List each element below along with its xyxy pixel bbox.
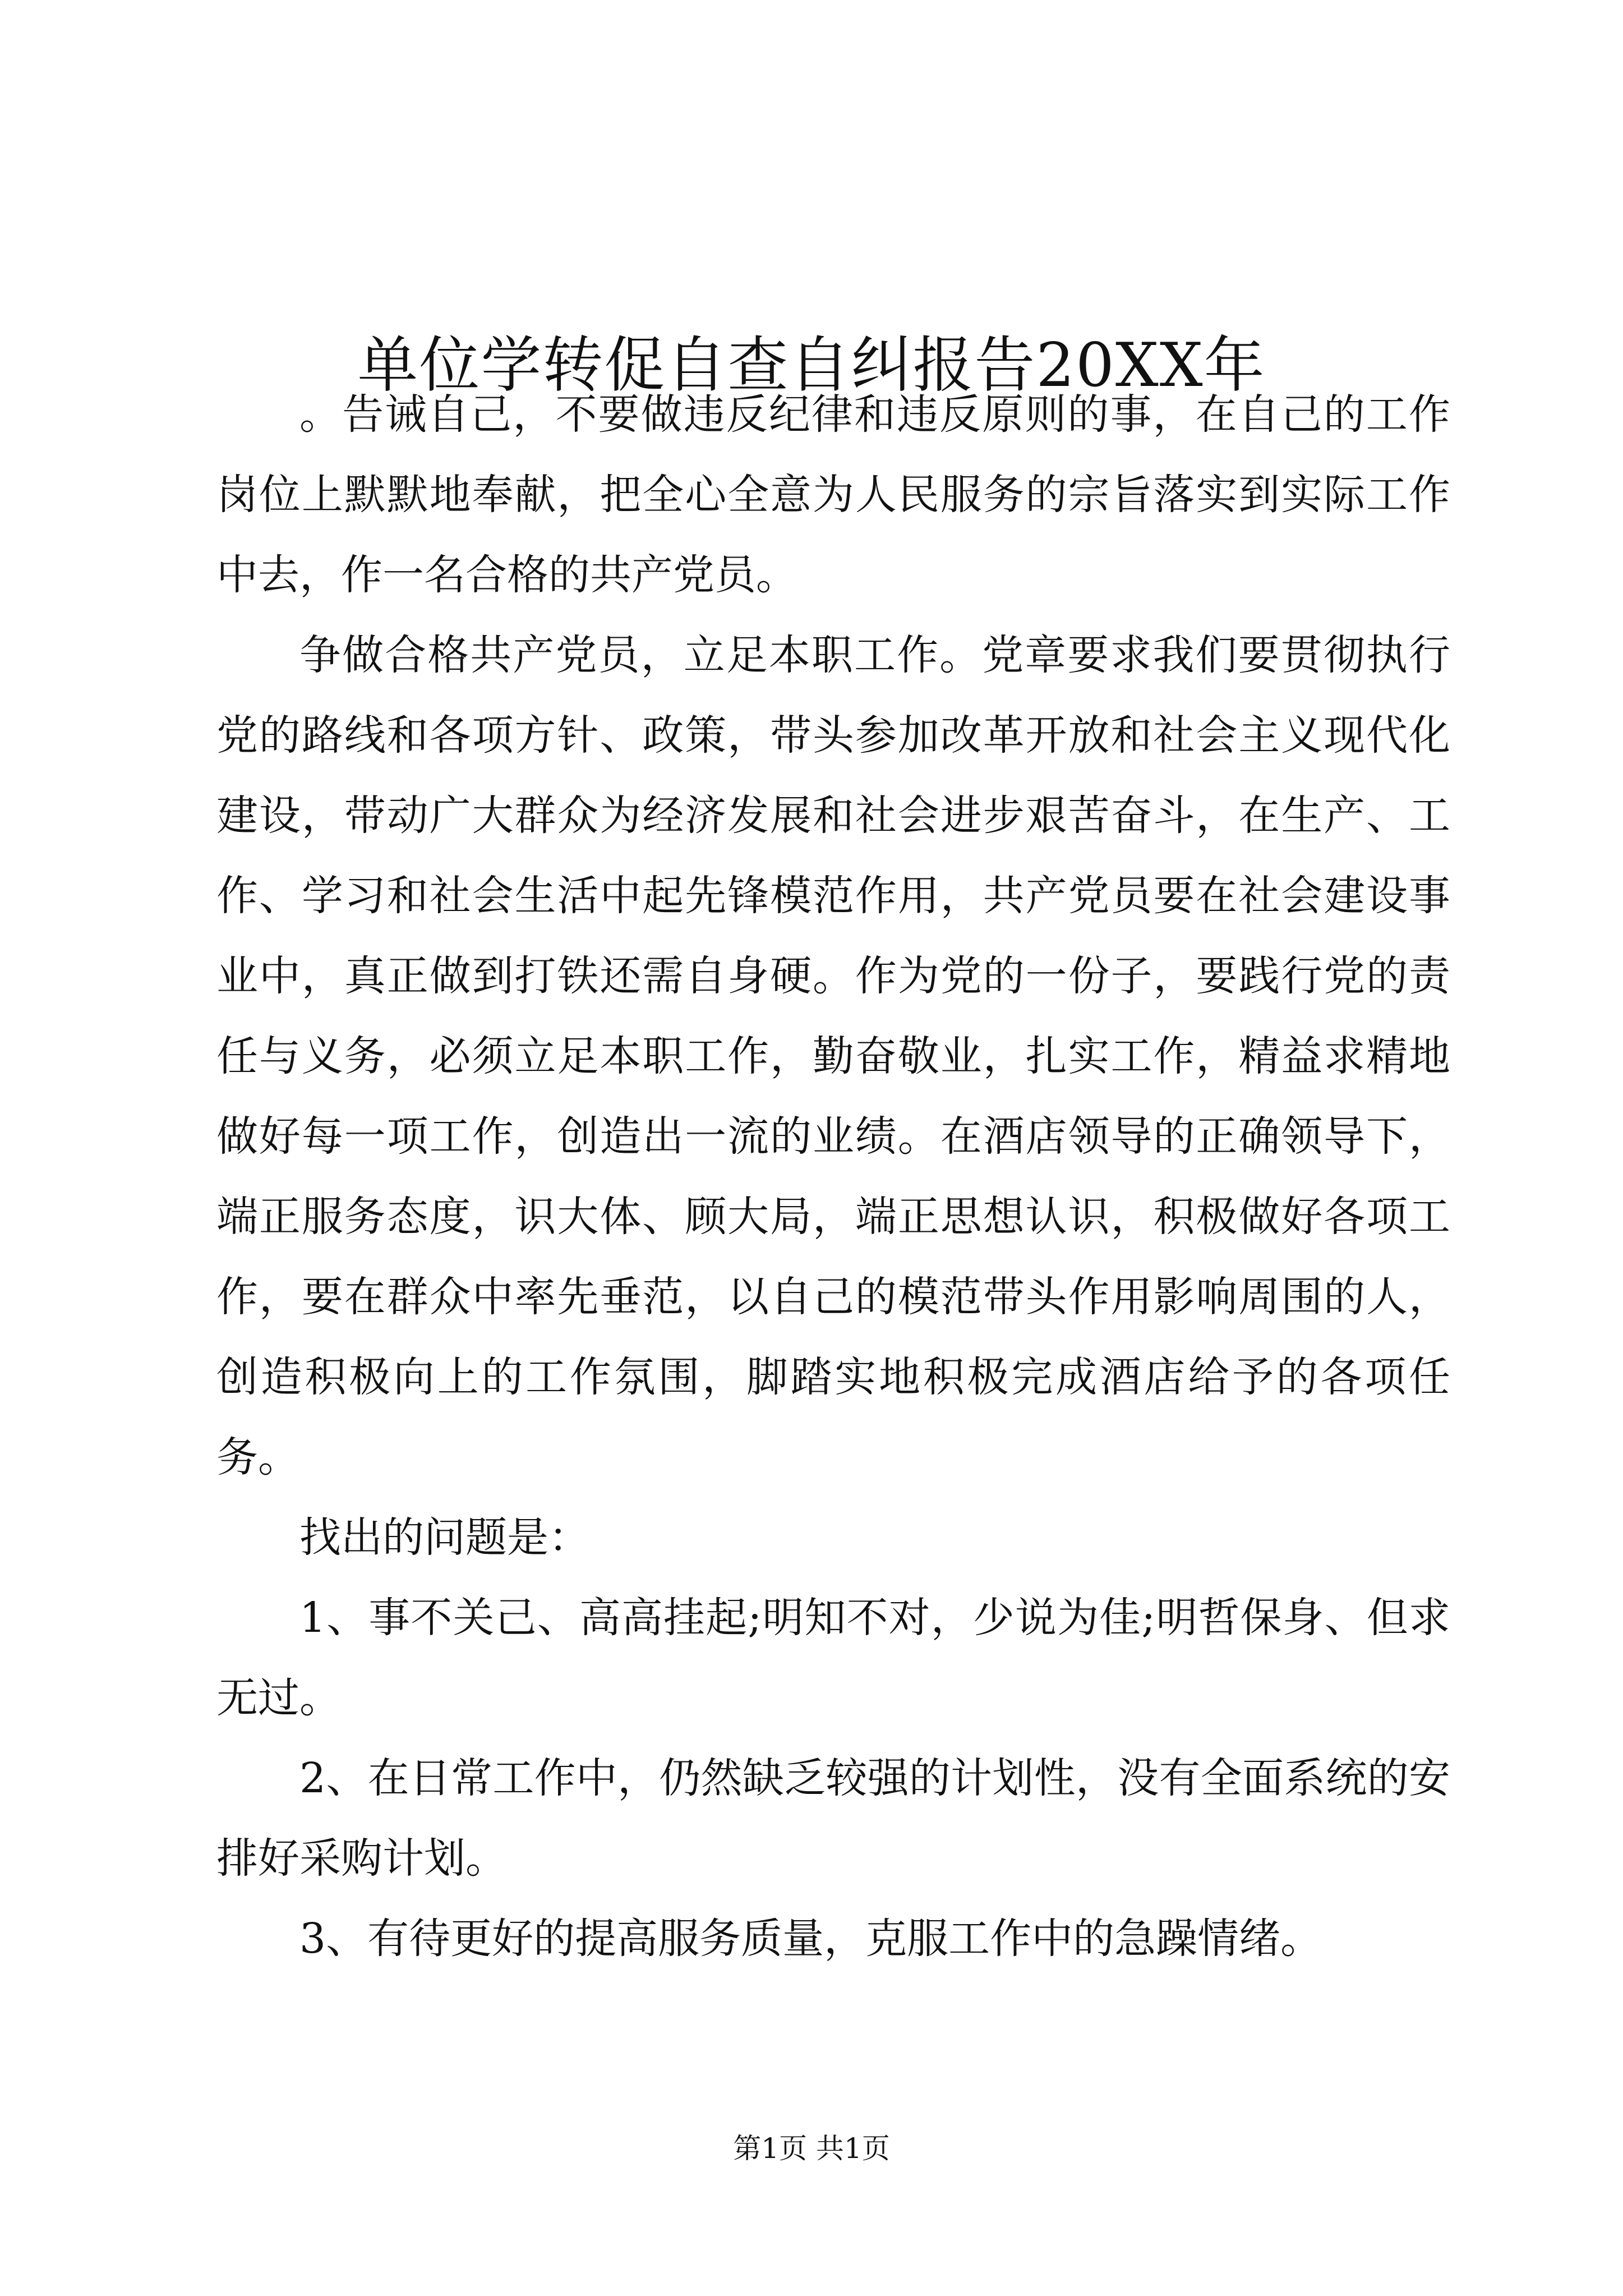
document-body [216,375,1450,1979]
paragraph-problem-2: 2、在日常工作中，仍然缺乏较强的计划性，没有全面系统的安排好采购计划。 [216,1754,1450,1883]
paragraph-intro: 。告诫自己，不要做违反纪律和违反原则的事，在自己的工作岗位上默默地奉献，把全心全意为人民服务的宗旨落实到实际工作中去，作一名合格的共产党员。 [216,390,1450,599]
document-title: 单位学转促自查自纠报告20XX年 [357,330,1266,401]
paragraph-problems-heading: 找出的问题是： [299,1513,590,1562]
paragraph-main: 争做合格共产党员，立足本职工作。党章要求我们要贯彻执行党的路线和各项方针、政策，带头参加改革开放和社会主义现代化建设，带动广大群众为经济发展和社会进步艰苦奋斗，在生产、工作、学习和社会生活中起先锋模范作用，共产党员要在社会建设事业中，真正做到打铁还需自身硬。作为党的一份子，要践行党的责任与义务，必须立足本职工作，勤奋敬业，扎实工作，精益求精地做好每一项工作，创造出一流的业绩。在酒店领导的正确领导下，端正服务态度，识大体、顾大局，端正思想认识，积极做好各项工作，要在群众中率先垂范，以自己的模范带头作用影响周围的人，创造积极向上的工作氛围，脚踏实地积极完成酒店给予的各项任务。 [216,631,1450,1481]
page-footer: 第1页 共1页 [733,2132,890,2165]
paragraph-problem-3: 3、有待更好的提高服务质量，克服工作中的急躁情绪。 [299,1915,1322,1963]
paragraph-problem-1: 1、事不关己、高高挂起;明知不对，少说为佳;明哲保身、但求无过。 [216,1594,1450,1722]
